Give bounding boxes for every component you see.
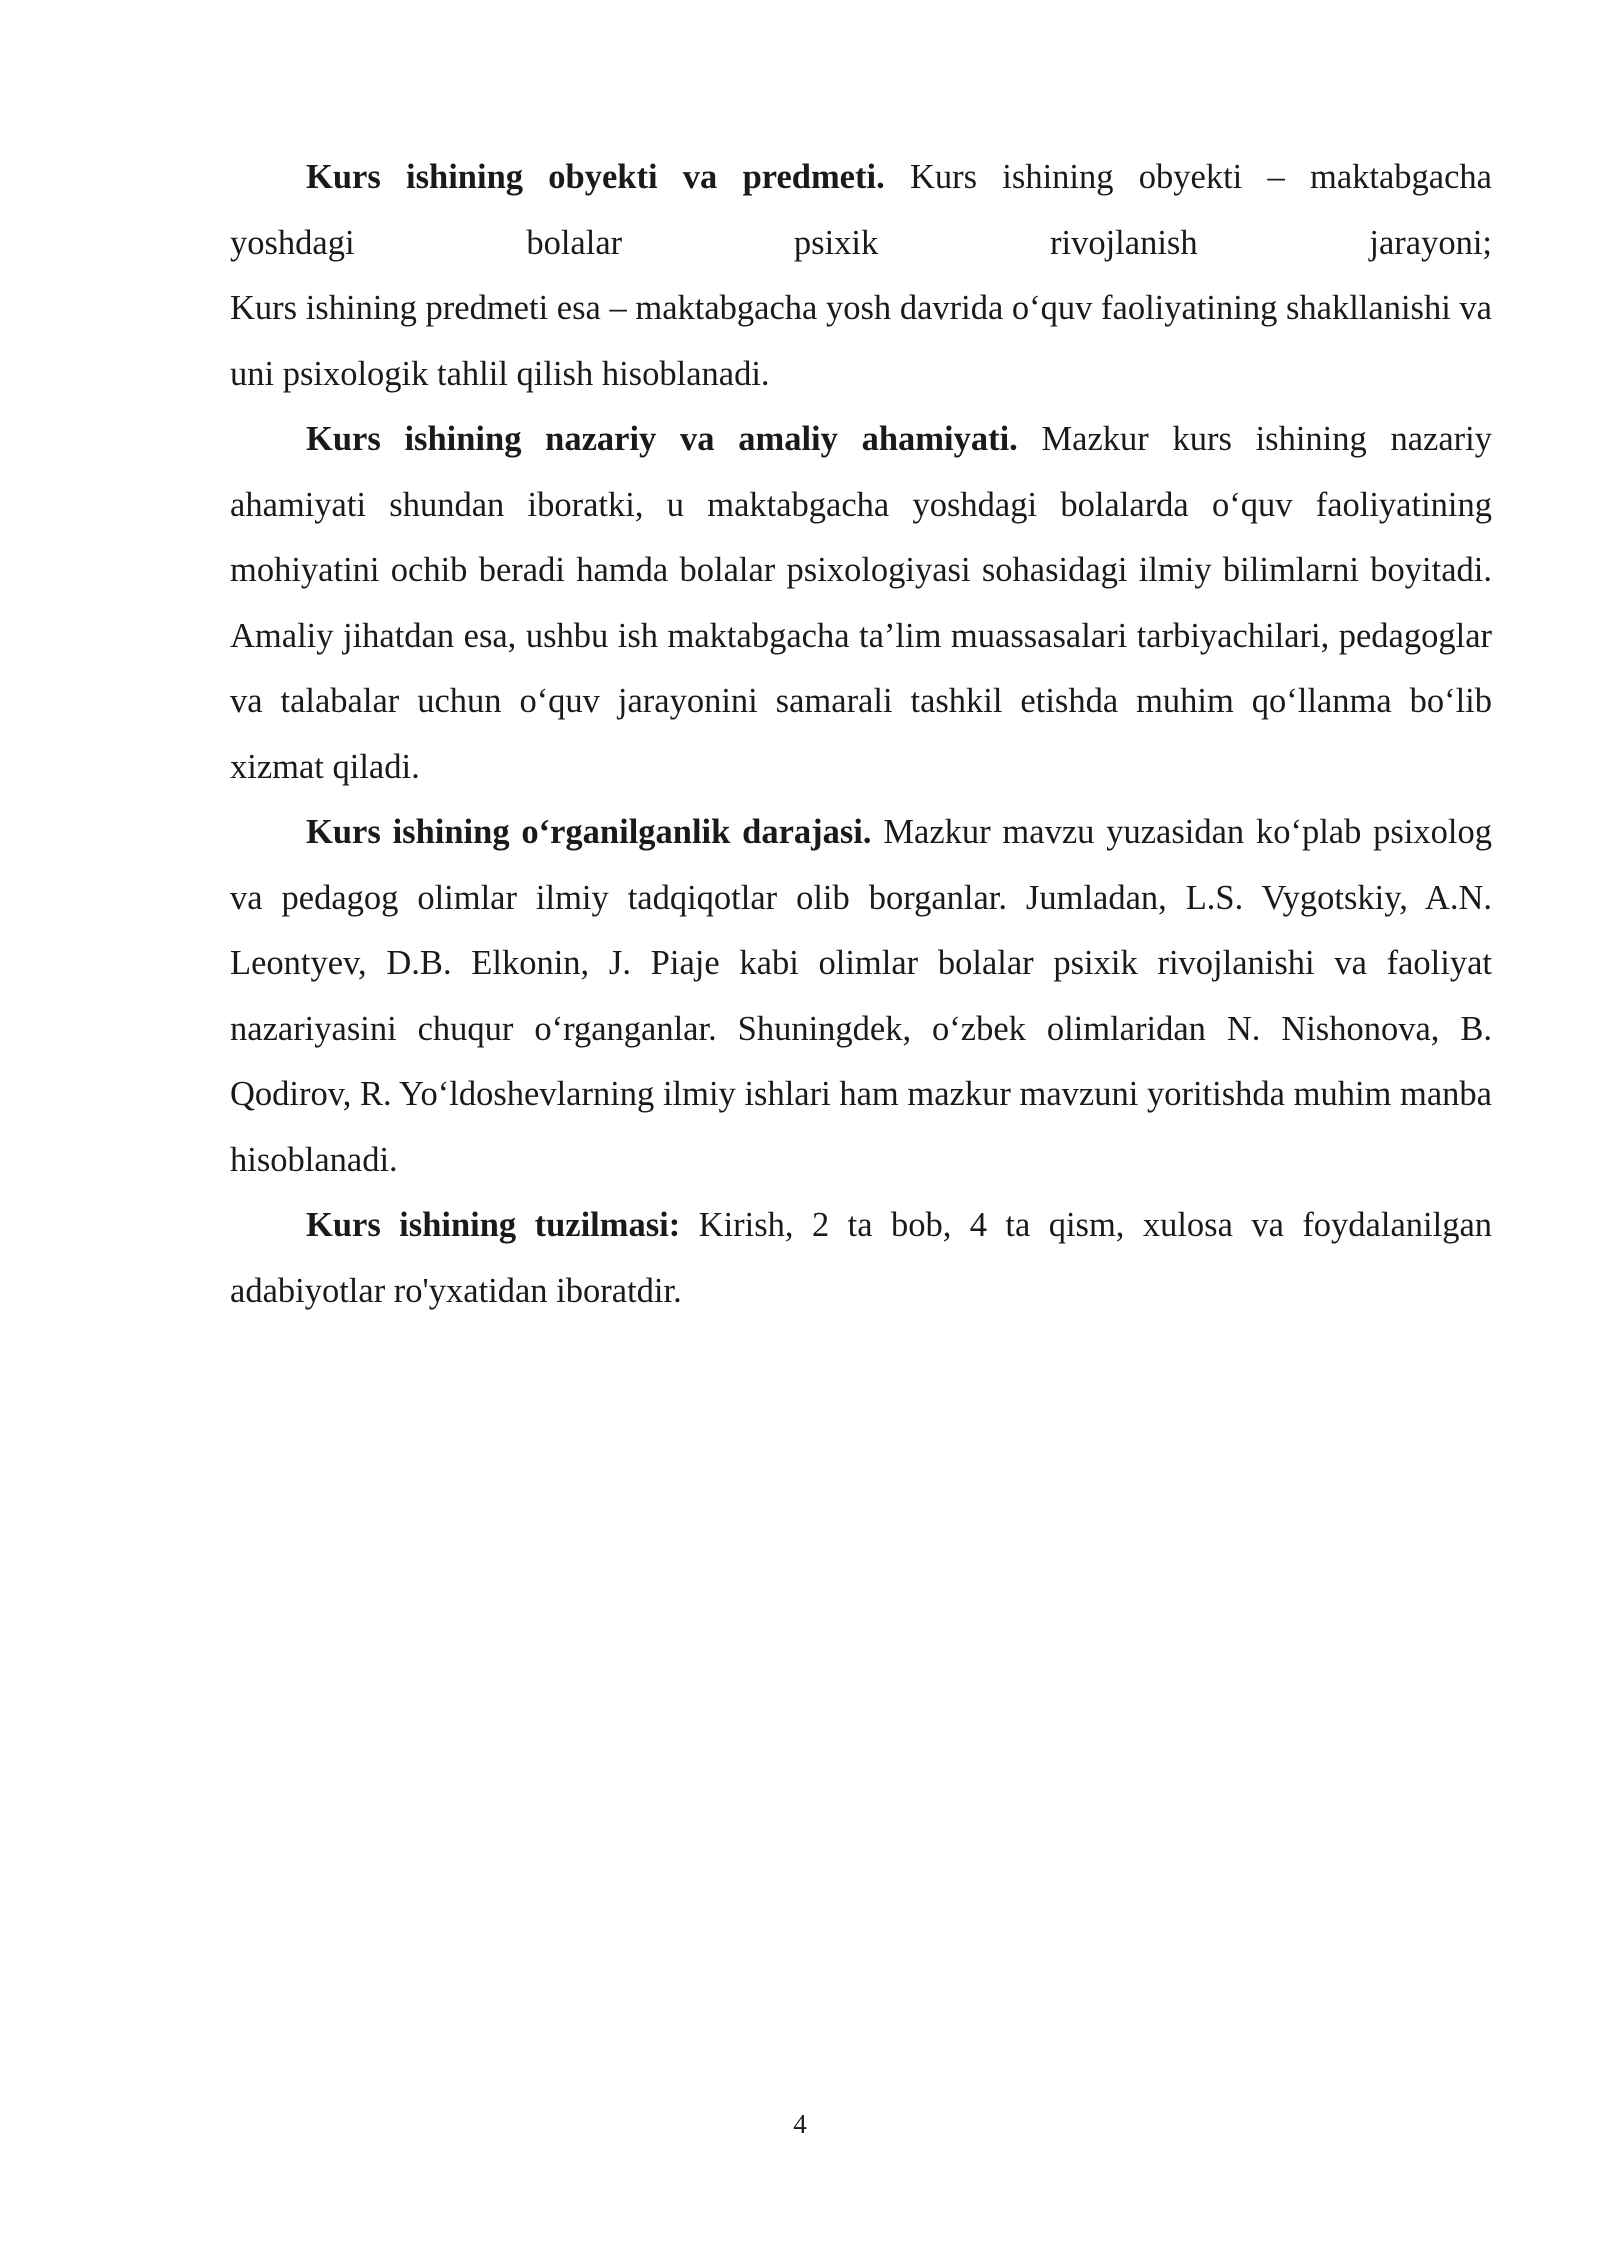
document-body: [230, 145, 1492, 1324]
paragraph-line: yoshdagi bolalar psixik rivojlanish jarayoni;: [230, 223, 1492, 262]
paragraph-research-level: [230, 800, 1492, 1193]
paragraph-structure: [230, 1193, 1492, 1324]
paragraph-text: Mazkur mavzu yuzasidan ko‘plab psixolog va pedagog olimlar ilmiy tadqiqotlar olib borganlar. Jumladan, L.S. Vygotskiy, A.N. Leontyev, D.B. Elkonin, J. Piaje kabi olimlar bolalar psixik rivojlanishi va faoliyat nazariyasini chuqur o‘rganganlar. Shuningdek, o‘zbek olimlaridan N. Nishonova, B. Qodirov, R. Yo‘ldoshevlarning ilmiy ishlari ham mazkur mavzuni yoritishda muhim manba hisoblanadi.: [230, 813, 1492, 1179]
paragraph-text: Kirish, 2 ta bob, 4 ta qism, xulosa va foydalanilgan adabiyotlar ro'yxatidan iboratdir.: [230, 1206, 1493, 1310]
paragraph-line: [230, 145, 1492, 211]
paragraph-object-subject: [230, 145, 1492, 407]
paragraph-heading: Kurs ishining nazariy va amaliy ahamiyati.: [306, 420, 1018, 458]
paragraph-heading: Kurs ishining tuzilmasi:: [306, 1206, 681, 1244]
paragraph-heading: Kurs ishining obyekti va predmeti.: [306, 158, 885, 196]
paragraph-text: Mazkur kurs ishining nazariy ahamiyati shundan iboratki, u maktabgacha yoshdagi bolalarda o‘quv faoliyatining mohiyatini ochib beradi hamda bolalar psixologiyasi sohasidagi ilmiy bilimlarni boyitadi. Amaliy jihatdan esa, ushbu ish maktabgacha ta’lim muassasalari tarbiyachilari, pedagoglar va talabalar uchun o‘quv jarayonini samarali tashkil etishda muhim qo‘llanma bo‘lib xizmat qiladi.: [230, 420, 1492, 786]
paragraph-text: Kurs ishining predmeti esa – maktabgacha yosh davrida o‘quv faoliyatining shakllanishi va uni psixologik tahlil qilish hisoblanadi.: [230, 289, 1492, 393]
page-number: 4: [793, 2109, 807, 2139]
paragraph-heading: Kurs ishining o‘rganilganlik darajasi.: [306, 813, 872, 851]
paragraph-significance: [230, 407, 1492, 800]
paragraph-text: Kurs ishining obyekti – maktabgacha: [884, 158, 1492, 196]
